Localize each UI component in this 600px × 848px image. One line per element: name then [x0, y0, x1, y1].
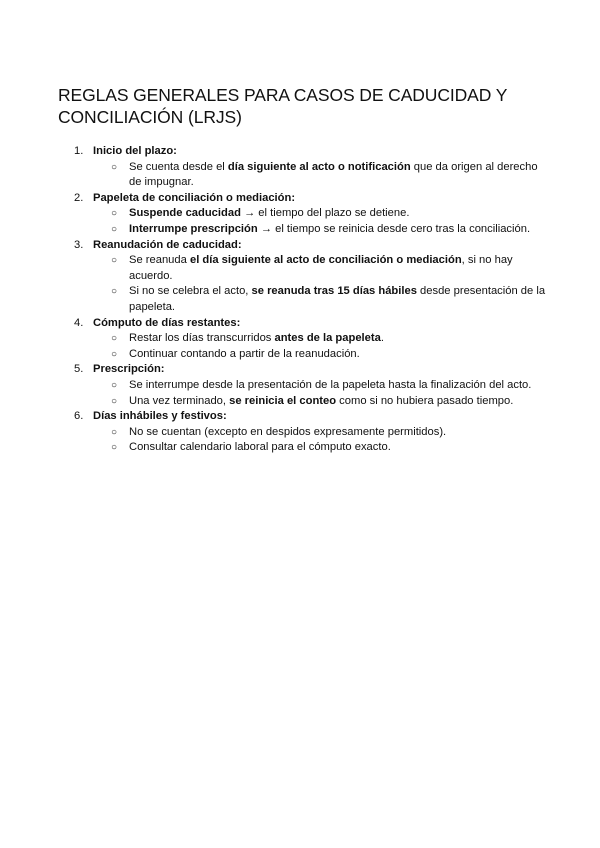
text-segment: que da origen al derecho de impugnar. [129, 160, 538, 189]
bold-text: se reanuda tras 15 días hábiles [251, 285, 417, 298]
rule-sublist [93, 253, 548, 315]
rule-heading: Días inhábiles y festivos: [93, 410, 227, 423]
rule-item [58, 238, 548, 316]
rule-item [58, 362, 548, 409]
rule-number: 3. [74, 238, 84, 251]
bold-text: el día siguiente al acto de conciliación o mediación [189, 254, 462, 267]
hollow-circle-bullet-icon: ○ [111, 442, 118, 454]
rule-number: 5. [74, 363, 84, 376]
rule-subitem [93, 253, 548, 284]
rule-sublist [93, 331, 548, 362]
rule-sublist [93, 160, 548, 191]
hollow-circle-bullet-icon: ○ [111, 161, 118, 173]
text-segment: Continuar contando a partir de la reanudación. [129, 347, 360, 360]
text-segment: Una vez terminado, [129, 394, 230, 407]
rule-number: 1. [74, 145, 84, 157]
rule-number: 6. [74, 410, 84, 423]
rule-subitem [93, 206, 548, 222]
rules-list [58, 144, 548, 456]
rule-subitem [93, 222, 548, 238]
rule-item [58, 316, 548, 363]
text-segment: como si no hubiera pasado tiempo. [336, 394, 514, 407]
text-segment: Consultar calendario laboral para el cómputo exacto. [129, 441, 391, 454]
hollow-circle-bullet-icon: ○ [111, 208, 118, 220]
rule-item [58, 409, 548, 456]
text-segment: Restar los días transcurridos [129, 332, 275, 345]
hollow-circle-bullet-icon: ○ [111, 348, 118, 360]
rule-subitem [93, 394, 548, 410]
text-segment: No se cuentan (excepto en despidos expresamente permitidos). [129, 425, 447, 438]
text-segment: Se reanuda [129, 254, 190, 267]
page-title: REGLAS GENERALES PARA CASOS DE CADUCIDAD Y CONCILIACIÓN (LRJS) [58, 85, 507, 127]
rule-heading: Inicio del plazo: [93, 145, 177, 157]
text-segment: , si no hay acuerdo. [129, 254, 513, 282]
hollow-circle-bullet-icon: ○ [111, 255, 118, 267]
bold-text: se reinicia el conteo [229, 394, 337, 407]
rule-number: 2. [74, 191, 84, 204]
hollow-circle-bullet-icon: ○ [111, 286, 118, 298]
text-segment: Se interrumpe desde la presentación de la papeleta hasta la finalización del acto. [129, 378, 532, 391]
rule-item [58, 191, 548, 238]
rule-subitem [93, 378, 548, 394]
bold-text: antes de la papeleta [274, 332, 381, 345]
rule-sublist [93, 206, 548, 237]
text-segment: desde presentación de la papeleta. [129, 285, 546, 313]
rule-sublist [93, 378, 548, 409]
text-segment: . [380, 332, 384, 345]
hollow-circle-bullet-icon: ○ [111, 426, 118, 438]
rule-subitem [93, 284, 548, 315]
hollow-circle-bullet-icon: ○ [111, 333, 118, 345]
rule-subitem [93, 347, 548, 363]
rule-subitem [93, 160, 548, 191]
rule-number: 4. [74, 316, 84, 329]
text-segment: Se cuenta desde el [129, 160, 228, 173]
hollow-circle-bullet-icon: ○ [111, 223, 118, 235]
rule-heading: Reanudación de caducidad: [93, 238, 242, 251]
rule-heading: Cómputo de días restantes: [93, 316, 241, 329]
hollow-circle-bullet-icon: ○ [111, 379, 118, 391]
rule-item [58, 144, 548, 191]
rule-subitem [93, 440, 548, 456]
hollow-circle-bullet-icon: ○ [111, 395, 118, 407]
rule-heading: Prescripción: [93, 363, 165, 376]
bold-text: Interrumpe prescripción [129, 222, 258, 235]
text-segment: → el tiempo del plazo se detiene. [240, 207, 410, 220]
rule-sublist [93, 425, 548, 456]
text-segment: Si no se celebra el acto, [129, 285, 252, 298]
rule-subitem [93, 331, 548, 347]
rule-subitem [93, 425, 548, 441]
bold-text: día siguiente al acto o notificación [227, 160, 411, 173]
rule-heading: Papeleta de conciliación o mediación: [93, 191, 296, 204]
bold-text: Suspende caducidad [129, 207, 241, 220]
text-segment: → el tiempo se reinicia desde cero tras la conciliación. [257, 222, 531, 235]
